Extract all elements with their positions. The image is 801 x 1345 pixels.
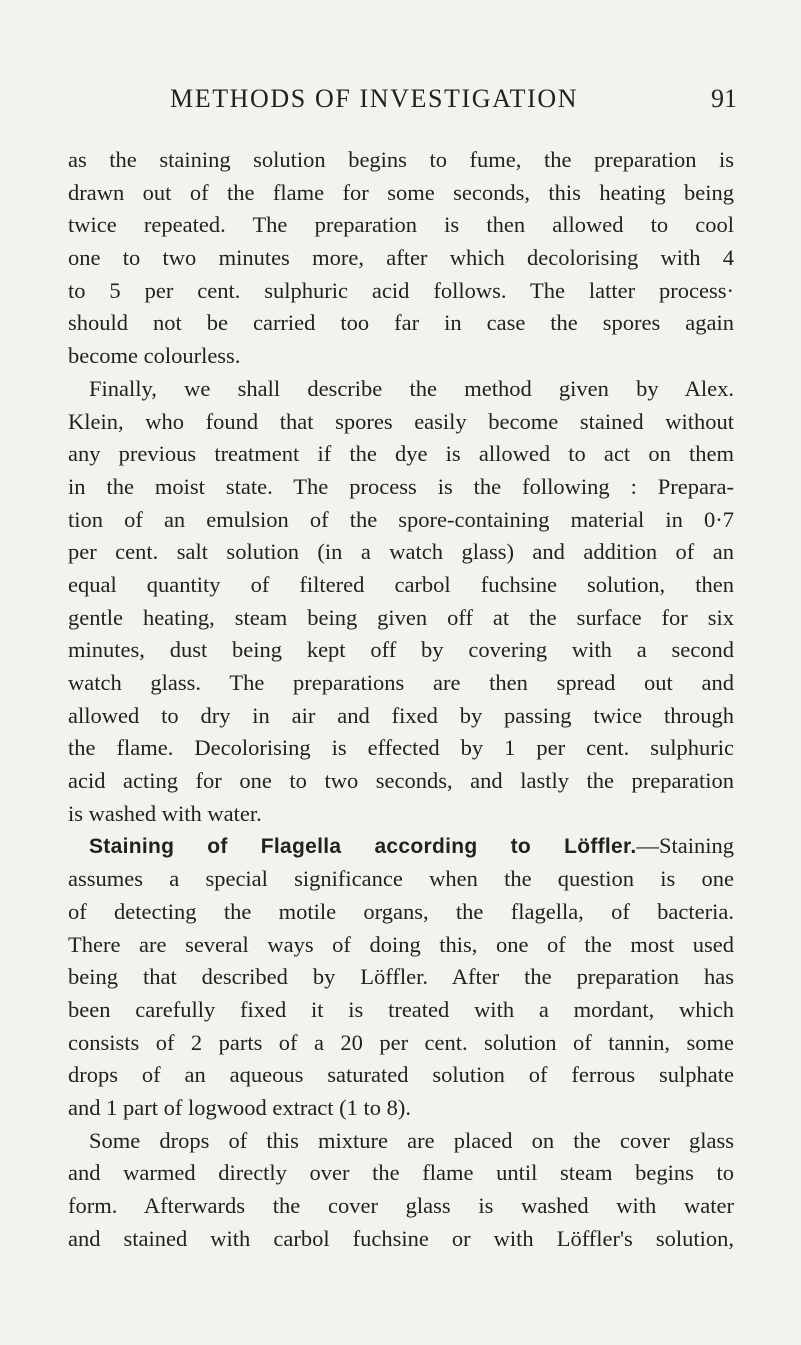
text-line: minutes, dust being kept off by covering with a second	[68, 637, 734, 663]
text-line: allowed to dry in air and fixed by passing twice through	[68, 702, 734, 728]
text-line: form. Afterwards the cover glass is washed with water	[68, 1193, 734, 1218]
text-line: one to two minutes more, after which decolorising with 4	[68, 245, 734, 271]
text-line: as the staining solution begins to fume, the preparation is	[68, 147, 734, 172]
paragraph-klein-method	[68, 373, 734, 831]
text-line: Finally, we shall describe the method given by Alex.	[89, 375, 734, 401]
text-line: should not be carried too far in case the spores again	[68, 310, 734, 336]
text-line: the flame. Decolorising is effected by 1 per cent. sulphuric	[68, 735, 734, 761]
text-line: and warmed directly over the flame until steam begins to	[68, 1160, 734, 1186]
running-head-title: METHODS OF INVESTIGATION	[170, 84, 579, 113]
text-line: twice repeated. The preparation is then allowed to cool	[68, 212, 734, 238]
section-heading: Staining of Flagella according to Löffler.	[89, 835, 637, 859]
text-line: assumes a special significance when the question is one	[68, 866, 734, 892]
running-head	[0, 84, 801, 124]
text-line: per cent. salt solution (in a watch glass) and addition of an	[68, 539, 734, 565]
text-line: to 5 per cent. sulphuric acid follows. The latter process·	[68, 277, 734, 303]
text-line: drops of an aqueous saturated solution of ferrous sulphate	[68, 1062, 734, 1088]
text-line: is washed with water.	[68, 800, 262, 826]
text-line: acid acting for one to two seconds, and lastly the preparation	[68, 768, 734, 794]
section-heading-line	[68, 830, 734, 863]
text-line: drawn out of the flame for some seconds, this heating being	[68, 179, 734, 205]
text-line: and 1 part of logwood extract (1 to 8).	[68, 1094, 412, 1120]
text-line: become colourless.	[68, 343, 241, 369]
text-line: Some drops of this mixture are placed on the cover glass	[89, 1127, 734, 1153]
text-line: in the moist state. The process is the following : Prepara-	[68, 473, 734, 499]
text-line: equal quantity of filtered carbol fuchsine solution, then	[68, 571, 734, 597]
heading-line-rest: —Staining	[636, 833, 734, 859]
text-line: Klein, who found that spores easily become stained without	[68, 408, 734, 434]
text-line: There are several ways of doing this, one of the most used	[68, 931, 734, 957]
text-line: of detecting the motile organs, the flagella, of bacteria.	[68, 898, 734, 924]
paragraph-mordant-application	[68, 1125, 734, 1256]
paragraph-flagella-staining	[68, 830, 734, 1124]
text-line: consists of 2 parts of a 20 per cent. solution of tannin, some	[68, 1029, 734, 1055]
body-text	[68, 144, 734, 1255]
text-line: tion of an emulsion of the spore-containing material in 0·7	[68, 506, 734, 532]
text-line: any previous treatment if the dye is allowed to act on them	[68, 441, 734, 467]
paragraph-spore-staining-end	[68, 144, 734, 373]
text-line: been carefully fixed it is treated with a mordant, which	[68, 996, 734, 1022]
page-number: 91	[711, 84, 737, 113]
text-line: watch glass. The preparations are then spread out and	[68, 670, 734, 695]
text-line: gentle heating, steam being given off at the surface for six	[68, 604, 734, 630]
text-line: being that described by Löffler. After the preparation has	[68, 964, 734, 990]
text-line: and stained with carbol fuchsine or with Löffler's solution,	[68, 1225, 734, 1251]
